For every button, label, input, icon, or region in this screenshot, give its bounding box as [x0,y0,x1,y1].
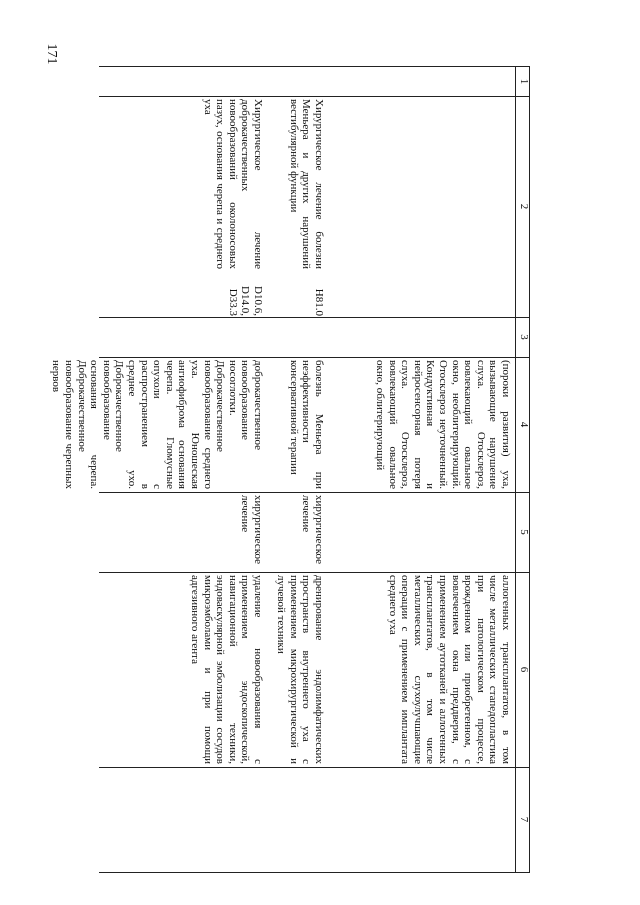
method-cell: удаление новообразования с применением эндоскопической, навигационной техники, эндоваскулярной эмболизации сосудов микроэмболами и при помощи адгезивного агента [189,575,264,764]
column-number-5: 5 [518,529,530,535]
column-number-6: 6 [518,666,530,673]
treatment-type-cell: хирургическое лечение [239,495,264,565]
column-divider [99,492,530,493]
column-number-1: 1 [518,78,530,85]
page-number: 171 [44,43,59,65]
procedure-name-cell: Хирургическое лечение болезни Меньера и других нарушений вестибулярной функции [287,99,325,269]
icd-code-cell: H81.0 [313,288,325,316]
icd-code-cell: D10.6, D14.0, D33.3 [226,286,264,316]
diagnosis-cell: доброкачественное новообразование носоглотки. Доброкачественное новообразование среднего уха. Юношеская ангиофиброма основания черепа. Гломусные опухоли с распространением в среднее ухо. Доброкачественное новообразование основания черепа. Доброкачественное новообразование черепных нервов [50,360,264,489]
procedures-table [50,66,530,873]
column-divider [99,767,530,768]
column-divider [99,357,530,358]
treatment-type-cell: хирургическое лечение [300,495,325,565]
diagnosis-cell: (пороки развития) уха, вызывающие нарушение слуха. Отосклероз, вовлекающий овальное окно, необлитерирующий. Отосклероз неуточненный. Кондуктивная и нейросенсорная потеря слуха. Отосклероз, вовлекающий овальное окно, облитерирующий [374,360,512,489]
column-divider [99,96,530,97]
method-cell: дренирование эндолимфатических пространств внутреннего уха с применением микрохирургической и лучевой техники [275,575,325,764]
column-number-3: 3 [518,334,530,340]
column-number-7: 7 [518,816,530,823]
method-cell: аллогенных трансплантатов, в том числе металлических стапедопластика при патологическом процессе, врожденном или приобретенном, с вовлечением окна преддверия, с применением аутотканей и аллогенных трансплантатов, в том числе металлических слухоулучшающие операции с применением имплантата среднего уха [386,575,512,764]
column-number-4: 4 [518,421,530,428]
diagnosis-cell: болезнь Меньера при неэффективности консервативной терапии [287,360,325,489]
header-bottom-border [515,67,516,872]
column-divider [99,317,530,318]
procedure-name-cell: Хирургическое лечение доброкачественных новообразований околоносовых пазух, основания черепа и среднего уха [201,99,264,269]
column-divider [99,572,530,573]
column-number-2: 2 [518,203,530,210]
